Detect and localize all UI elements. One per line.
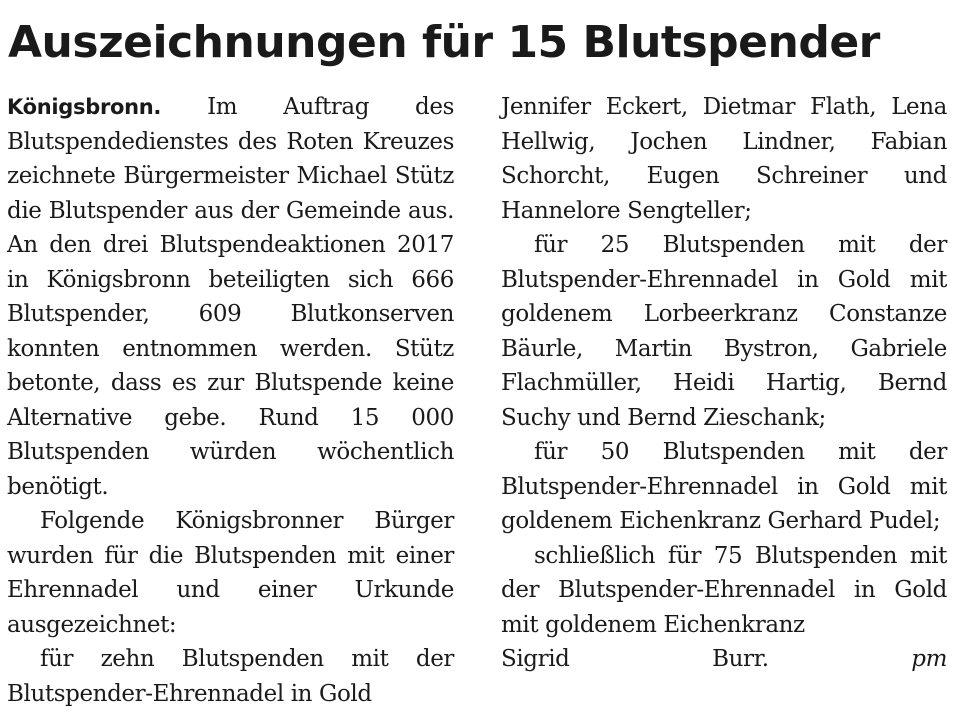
paragraph-text: Sigrid Burr. [501,646,769,672]
dateline: Königsbronn. [7,95,162,119]
article-paragraph: Jennifer Eckert, Dietmar Flath, Lena Hellwig, Jochen Lindner, Fabian Schorcht, Eugen Schreiner und Hannelore Sengteller; [501,94,947,224]
article-paragraph: für 25 Blutspenden mit der Blutspender-Ehrennadel in Gold mit goldenem Lorbeerkranz Constanze Bäurle, Martin Bystron, Gabriele Flachmüller, Heidi Hartig, Bernd Suchy und Bernd Zieschank; [501,232,947,431]
article-paragraph: für zehn Blutspenden mit der Blutspender-Ehrennadel in Gold [7,646,454,707]
article-paragraph: schließlich für 75 Blutspenden mit der Blutspender-Ehrennadel in Gold mit goldenem Eichenkranz [501,542,947,638]
article-column-left [7,90,454,711]
article-column-right [501,90,947,677]
article-paragraph: für 50 Blutspenden mit der Blutspender-Ehrennadel in Gold mit goldenem Eichenkranz Gerhard Pudel; [501,439,947,534]
article-paragraph: Folgende Königsbronner Bürger wurden für die Blutspenden mit einer Ehrennadel und einer Urkunde ausgezeichnet: [7,508,454,638]
paragraph-text: Im Auftrag des Blutspendedienstes des Roten Kreuzes zeichnete Bürgermeister Michael Stütz die Blutspender aus der Gemeinde aus. An den drei Blutspendeaktionen 2017 in Königsbronn beteiligten sich 666 Blutspender, 609 Blutkonserven konnten entnommen werden. Stütz betonte, dass es zur Blutspende keine Alternative gebe. Rund 15 000 Blutspenden würden wöchentlich benötigt. [7,94,454,500]
article-headline: Auszeichnungen für 15 Blutspender [8,17,880,68]
author-initials: pm [911,646,947,672]
article-closing-line [501,642,947,677]
article-paragraph [7,90,454,504]
